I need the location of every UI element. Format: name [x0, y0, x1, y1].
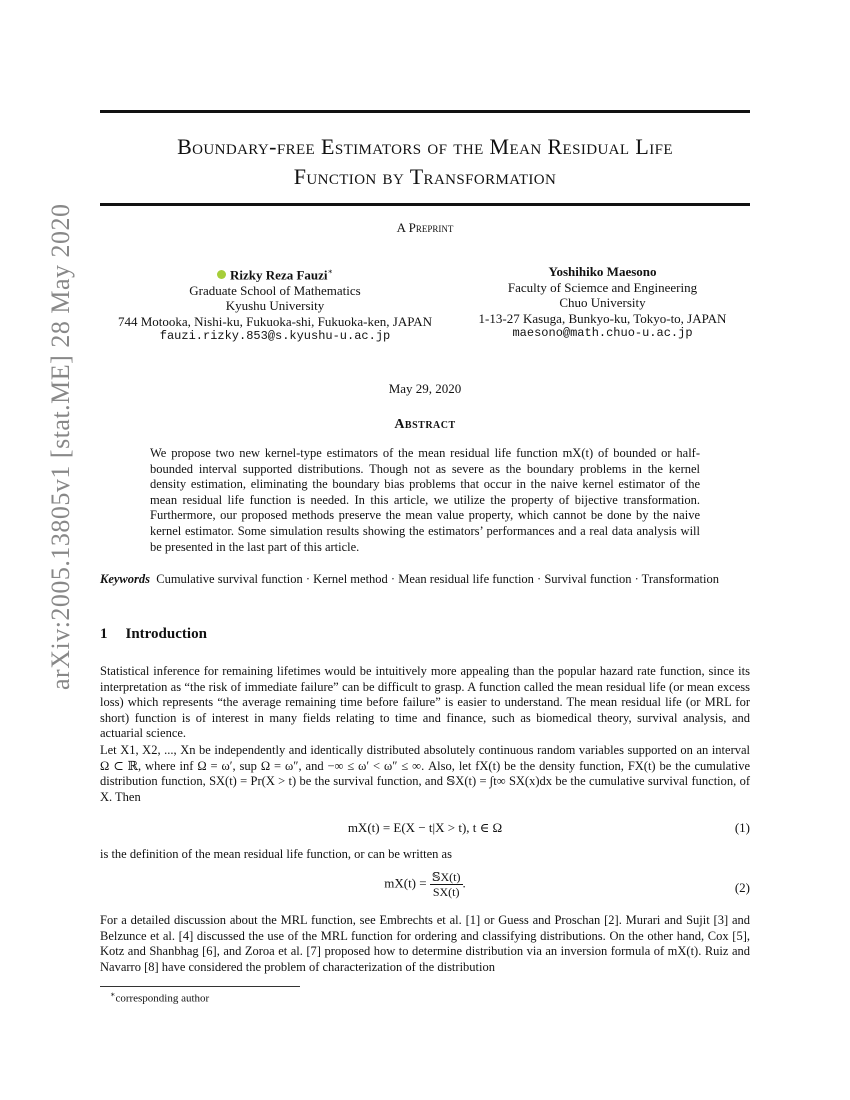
- author-mark: ∗: [327, 267, 333, 276]
- section-title: Introduction: [125, 626, 207, 642]
- footnote-rule: [100, 986, 300, 987]
- author-name: Yoshihiko Maesono: [548, 264, 657, 279]
- abstract-text: We propose two new kernel-type estimators of the mean residual life function mX(t) of bounded or half-bounded interval supported distributions. Though not as severe as the boundary problems in the kernel density estimation, eliminating the boundary bias problems that occur in the naive kernel estimator of the mean residual life function is needed. In this article, we utilize the property of bijective transformation. Furthermore, our proposed methods preserve the mean value property, which cannot be done by the naive kernel estimator. Some simulation results showing the estimators’ performances and a real data analysis will be presented in the last part of this article.: [150, 446, 700, 554]
- author-university: Chuo University: [559, 295, 646, 310]
- author-affiliation: Faculty of Sciemce and Engineering: [507, 279, 698, 295]
- keywords-text: Cumulative survival function · Kernel method · Mean residual life function · Survival function · Transformation: [156, 572, 719, 586]
- author-address: 744 Motooka, Nishi-ku, Fukuoka-shi, Fukuoka-ken, JAPAN: [117, 313, 433, 329]
- equation-1-number: (1): [734, 820, 750, 835]
- footnote-text: corresponding author: [115, 992, 210, 1005]
- footnote-mark: ∗: [110, 990, 116, 999]
- title-line-1: Boundary-free Estimators of the Mean Residual Life: [177, 134, 673, 159]
- equation-2-lhs: mX(t) =: [384, 875, 427, 891]
- intro-paragraph-2: Let X1, X2, ..., Xn be independently and identically distributed absolutely continuous random variables supported on an interval Ω ⊂ ℝ, where inf Ω = ω′, sup Ω = ω″, and −∞ ≤ ω′ < ω″ ≤ ∞. Also, let fX(t) be the density function, FX(t) be the cumulative distribution function, SX(t) = Pr(X > t) be the survival function, and 𝕊X(t) = ∫t∞ SX(x)dx be the cumulative survival function, of X. Then: [100, 743, 750, 804]
- arxiv-id: arXiv:2005.13805v1 [stat.ME] 28 May 2020: [46, 203, 75, 690]
- equation-2-fraction: [430, 870, 463, 899]
- author-university: Kyushu University: [225, 298, 325, 314]
- section-heading: [100, 626, 207, 643]
- author-email[interactable]: maesono@math.chuo-u.ac.jp: [512, 326, 693, 340]
- equation-2-numerator: 𝕊X(t): [431, 870, 461, 884]
- footnote: [110, 990, 209, 1005]
- abstract-heading: Abstract: [394, 417, 456, 432]
- equation-2: [100, 870, 750, 904]
- author-2: [455, 264, 750, 342]
- equation-2-number: (2): [734, 880, 750, 895]
- equation-1: [100, 820, 750, 838]
- section-number: 1: [100, 626, 108, 642]
- equation-2-denominator: SX(t): [432, 885, 460, 899]
- paper-title: [100, 132, 750, 192]
- intro-paragraph-1: Statistical inference for remaining lifetimes would be intuitively more appealing than the popular hazard rate function, since its interpretation as “the risk of immediate failure” can be difficult to grasp. A function called the mean residual life (or mean excess loss) which represents “the average remaining time before failure” is easier to understand. The mean residual life (or MRL for short) function is of interest in many fields relating to time and finance, such as biomedical theory, survival analysis, and actuarial science.: [100, 664, 750, 741]
- keywords-label: Keywords: [100, 572, 150, 586]
- author-name: Rizky Reza Fauzi: [230, 267, 328, 283]
- author-1: [100, 264, 450, 345]
- title-bottom-rule: [100, 203, 750, 206]
- author-affiliation: Graduate School of Mathematics: [189, 282, 361, 298]
- author-address: 1-13-27 Kasuga, Bunkyo-ku, Tokyo-to, JAPAN: [478, 310, 727, 326]
- author-email[interactable]: fauzi.rizky.853@s.kyushu-u.ac.jp: [159, 329, 391, 344]
- title-line-2: Function by Transformation: [293, 164, 557, 189]
- arxiv-sidebar: [0, 0, 75, 700]
- intro-paragraph-4: For a detailed discussion about the MRL function, see Embrechts et al. [1] or Guess and Proschan [2]. Murari and Sujit [3] and Belzunce et al. [4] discussed the use of the MRL function for ordering and classifying distributions. On the other hand, Cox [5], Kotz and Shanbhag [6], and Zoroa et al. [7] proposed how to determine distribution via an inversion formula of mX(t). Ruiz and Navarro [8] have considered the problem of characterization of the distribution: [100, 913, 750, 974]
- keywords: [100, 572, 750, 588]
- intro-paragraph-3: is the definition of the mean residual life function, or can be written as: [100, 847, 452, 861]
- paper-date: May 29, 2020: [388, 381, 462, 396]
- equation-2-tail: .: [462, 875, 466, 891]
- preprint-label: A Preprint: [396, 220, 454, 235]
- top-rule: [100, 110, 750, 113]
- orcid-icon[interactable]: [217, 270, 226, 279]
- equation-1-body: mX(t) = E(X − t|X > t), t ∈ Ω: [347, 820, 503, 835]
